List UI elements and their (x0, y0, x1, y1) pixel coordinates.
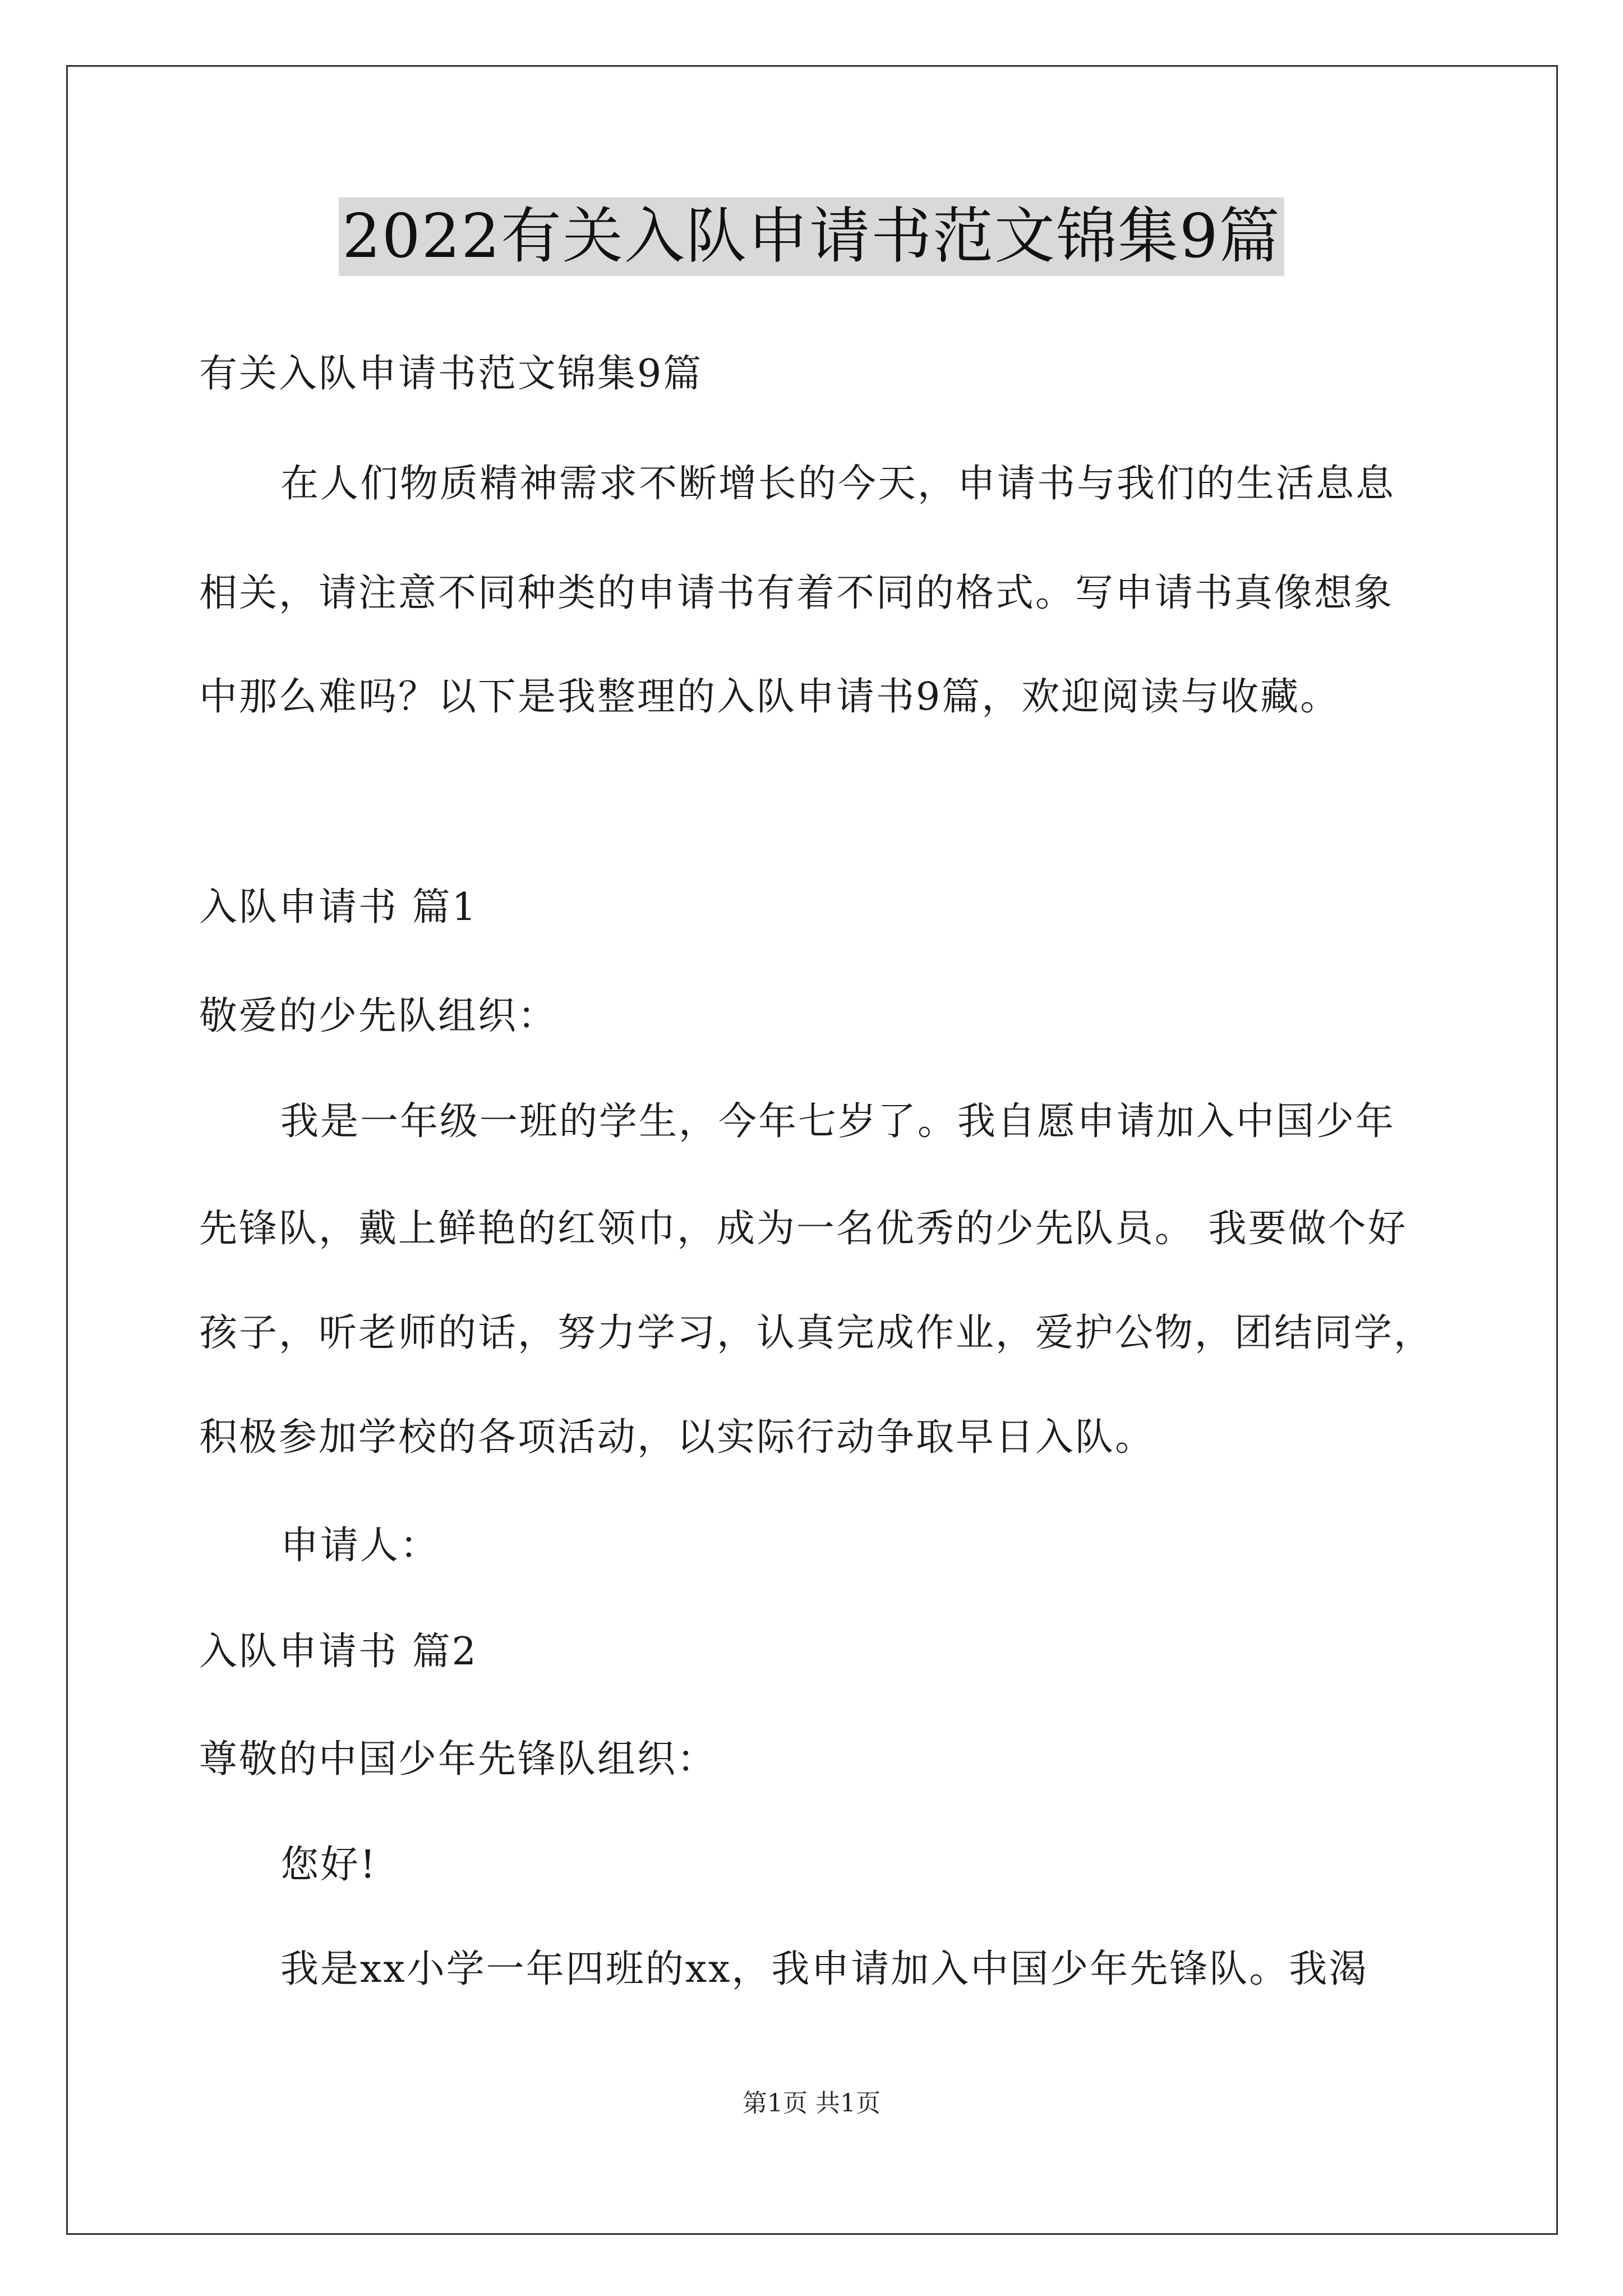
page-footer: 第1页 共1页 (743, 2089, 880, 2118)
title-container (0, 197, 1623, 276)
salutation-2: 尊敬的中国少年先锋队组织： (199, 1737, 717, 1782)
body-line-3: 孩子，听老师的话，努力学习，认真完成作业，爱护公物，团结同学， (199, 1311, 1434, 1355)
subtitle-line: 有关入队申请书范文锦集9篇 (199, 352, 703, 396)
intro-line-1: 在人们物质精神需求不断增长的今天，申请书与我们的生活息息 (280, 462, 1396, 506)
intro-line-2: 相关，请注意不同种类的申请书有着不同的格式。写申请书真像想象 (199, 571, 1394, 615)
section-heading-2: 入队申请书 篇2 (199, 1630, 478, 1674)
section-heading-1: 入队申请书 篇1 (199, 885, 478, 930)
body-line-1: 我是一年级一班的学生，今年七岁了。我自愿申请加入中国少年 (280, 1099, 1396, 1144)
salutation-1: 敬爱的少先队组织： (199, 994, 558, 1038)
body-line-2: 先锋队，戴上鲜艳的红领巾，成为一名优秀的少先队员。 我要做个好 (199, 1207, 1408, 1251)
body-line-5: 我是xx小学一年四班的xx，我申请加入中国少年先锋队。我渴 (280, 1947, 1369, 1991)
document-title: 2022有关入队申请书范文锦集9篇 (339, 197, 1284, 276)
body-line-4: 积极参加学校的各项活动，以实际行动争取早日入队。 (199, 1415, 1155, 1460)
applicant-label: 申请人： (280, 1524, 440, 1568)
greeting-line: 您好! (280, 1843, 377, 1887)
intro-line-3: 中那么难吗？以下是我整理的入队申请书9篇，欢迎阅读与收藏。 (199, 675, 1340, 719)
